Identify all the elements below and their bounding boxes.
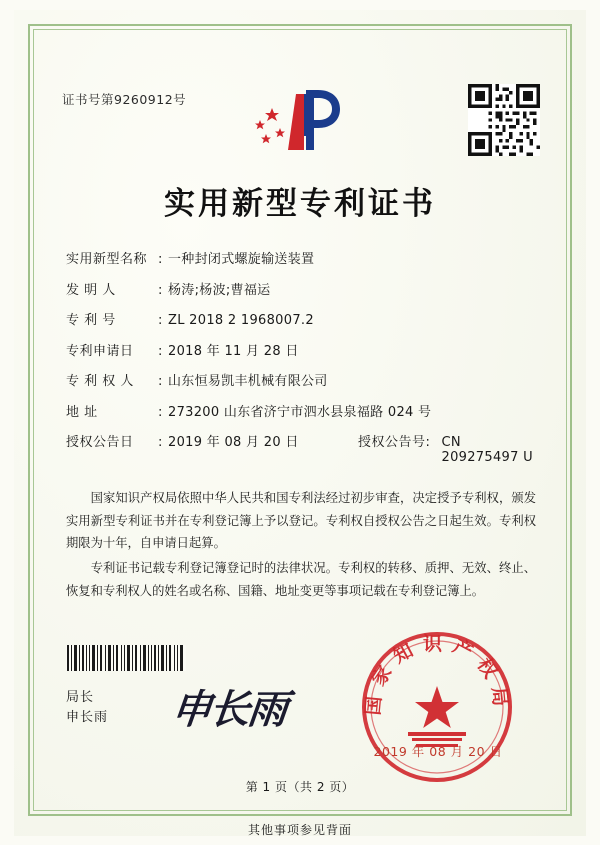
body-paragraph-2: 专利证书记载专利登记簿登记时的法律状况。专利权的转移、质押、无效、终止、恢复和专利权人的姓名或名称、国籍、地址变更等事项记载在专利登记簿上。	[66, 561, 536, 598]
field-value: 一种封闭式螺旋输送装置	[168, 252, 315, 267]
qr-code	[468, 84, 540, 156]
field-row-utility-model-name	[66, 248, 536, 267]
seal-date: 2019 年 08 月 20 日	[373, 744, 503, 759]
field-row-patent-number	[66, 309, 536, 328]
handwritten-signature: 申长雨	[169, 686, 289, 733]
director-name-label: 申长雨	[66, 710, 109, 726]
field-label-secondary: 授权公告号	[358, 435, 426, 450]
field-label: 授权公告日	[66, 435, 134, 450]
field-value: 山东恒易凯丰机械有限公司	[168, 374, 328, 389]
field-label: 专 利 号	[66, 313, 116, 328]
field-value: 2019 年 08 月 20 日	[168, 435, 299, 450]
field-row-application-date	[66, 340, 536, 359]
page-title: 实用新型专利证书	[164, 186, 436, 222]
field-row-grant-announcement	[66, 431, 536, 465]
field-colon: :	[158, 374, 163, 389]
field-value: ZL 2018 2 1968007.2	[168, 313, 314, 328]
field-colon: :	[158, 313, 163, 328]
field-label: 专 利 权 人	[66, 374, 134, 389]
field-row-patentee	[66, 370, 536, 389]
field-colon: :	[158, 343, 163, 359]
field-value: 杨涛;杨波;曹福运	[168, 282, 271, 298]
field-colon-secondary: :	[425, 435, 430, 450]
certificate-number: 证书号第9260912号	[62, 92, 187, 107]
footer-note: 其他事项参见背面	[247, 823, 352, 837]
barcode	[66, 645, 186, 671]
svg-text:国家知识产权局: 国家知识产权局	[362, 633, 512, 717]
page-number: 第 1 页（共 2 页）	[245, 780, 355, 794]
signature-labels	[66, 688, 108, 728]
field-list	[66, 248, 536, 477]
body-paragraph-1: 国家知识产权局依照中华人民共和国专利法经过初步审查，决定授予专利权，颁发实用新型专利证书并在专利登记簿上予以登记。专利权自授权公告之日起生效。专利权期限为十年，自申请日起算。	[66, 491, 536, 551]
field-value: 2018 年 11 月 28 日	[168, 343, 299, 359]
cnipa-logo-icon	[248, 84, 352, 156]
field-label: 实用新型名称	[66, 252, 148, 267]
field-colon: :	[158, 252, 163, 267]
field-value-secondary: CN 209275497 U	[441, 435, 533, 465]
field-value: 273200 山东省济宁市泗水县泉福路 024 号	[168, 404, 432, 420]
director-title-label: 局长	[66, 690, 95, 705]
official-seal	[358, 628, 516, 786]
field-colon: :	[158, 404, 163, 420]
field-label: 专利申请日	[66, 343, 134, 359]
field-row-inventor	[66, 279, 536, 298]
field-label: 发 明 人	[66, 282, 116, 298]
field-row-address	[66, 401, 536, 420]
field-colon: :	[158, 282, 163, 298]
legal-body-text	[66, 487, 536, 605]
field-colon: :	[158, 435, 163, 450]
field-label: 地 址	[66, 404, 98, 420]
